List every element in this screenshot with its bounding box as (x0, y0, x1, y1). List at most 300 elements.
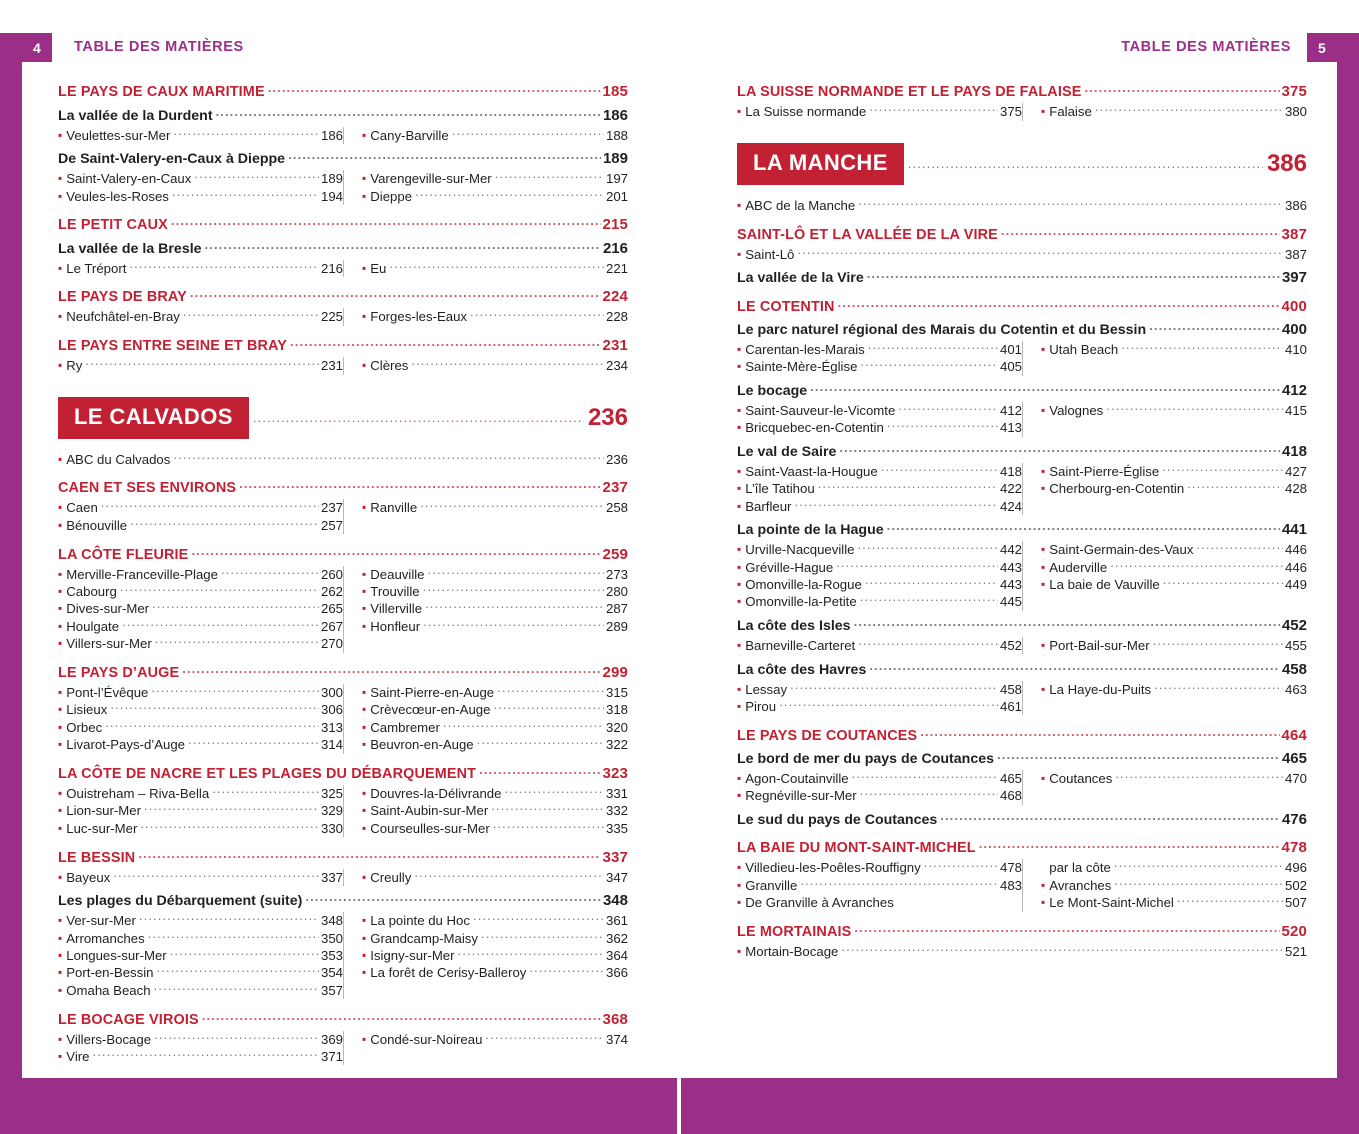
toc-entry-title: La côte des Havres (737, 661, 867, 678)
leader-dots (268, 83, 601, 97)
leader-dots (1110, 560, 1283, 573)
leader-dots (858, 638, 998, 651)
toc-subentry-page: 468 (999, 788, 1022, 804)
toc-subentry-group (737, 197, 1307, 214)
toc-region-heading[interactable] (58, 216, 628, 233)
toc-section-heading[interactable] (737, 811, 1307, 828)
toc-subentry-page: 332 (605, 803, 628, 819)
toc-subentry-label: L’île Tatihou (745, 481, 815, 497)
toc-subentry-label: Orbec (66, 719, 103, 735)
toc-subentry-group (737, 246, 1307, 263)
toc-subentry-column-left (737, 463, 1022, 515)
toc-entry-title: LE PAYS DE BRAY (58, 289, 187, 306)
leader-dots (154, 1032, 319, 1045)
leader-dots (120, 584, 319, 597)
toc-subentry[interactable] (58, 1031, 343, 1048)
toc-subentry[interactable] (58, 357, 343, 374)
toc-section-heading[interactable] (737, 382, 1307, 399)
toc-subentry[interactable] (737, 541, 1022, 558)
toc-entry-title: De Saint-Valery-en-Caux à Dieppe (58, 151, 286, 168)
toc-subentry[interactable] (362, 964, 628, 981)
toc-subentry[interactable] (58, 684, 343, 701)
toc-section-heading[interactable] (58, 106, 628, 123)
toc-subentry-group (58, 308, 628, 325)
leader-dots (924, 861, 998, 874)
toc-subentry[interactable] (362, 618, 628, 635)
toc-subentry[interactable] (58, 127, 343, 144)
toc-subentry[interactable] (58, 188, 343, 205)
leader-dots (491, 804, 604, 817)
toc-subentry[interactable] (1041, 559, 1307, 576)
bullet-icon: ▪ (58, 188, 63, 203)
toc-subentry-page: 427 (1284, 463, 1307, 479)
toc-subentry[interactable] (362, 357, 628, 374)
toc-subentry-label: Merville-Franceville-Plage (66, 566, 218, 582)
toc-subentry[interactable] (737, 894, 1022, 911)
toc-subentry[interactable] (1041, 576, 1307, 593)
toc-region-heading[interactable] (737, 297, 1307, 314)
toc-subentry-page: 322 (605, 737, 628, 753)
toc-entry-page: 458 (1281, 660, 1307, 678)
toc-subentry[interactable] (737, 943, 1307, 960)
toc-entry-page: 189 (602, 150, 628, 168)
leader-dots (157, 966, 319, 979)
toc-subentry[interactable] (362, 170, 628, 187)
leader-dots (411, 358, 604, 371)
toc-section-heading[interactable] (737, 750, 1307, 767)
toc-subentry-label: La baie de Vauville (1049, 576, 1160, 592)
toc-subentry[interactable] (362, 583, 628, 600)
toc-subentry-page: 424 (999, 498, 1022, 514)
bullet-icon: ▪ (58, 737, 63, 752)
bullet-icon: ▪ (58, 869, 63, 884)
toc-subentry[interactable] (362, 820, 628, 837)
toc-subentry[interactable] (1041, 402, 1307, 419)
toc-subentry[interactable] (58, 785, 343, 802)
toc-subentry-label: Agon-Coutainville (745, 770, 849, 786)
leader-dots (1095, 105, 1283, 118)
toc-subentry[interactable] (362, 188, 628, 205)
toc-entry-page: 418 (1281, 442, 1307, 460)
leader-dots (868, 342, 998, 355)
bullet-icon: ▪ (1041, 637, 1046, 652)
toc-subentry[interactable] (58, 719, 343, 736)
toc-subentry-page: 442 (999, 542, 1022, 558)
toc-subentry-column-right (1022, 341, 1307, 376)
toc-subentry-page: 197 (605, 171, 628, 187)
toc-subentry-column-left (737, 859, 1022, 911)
toc-subentry[interactable] (737, 341, 1022, 358)
toc-subentry-group (58, 684, 628, 754)
toc-subentry[interactable] (737, 877, 1022, 894)
toc-subentry[interactable] (362, 869, 628, 886)
toc-region-heading[interactable] (58, 83, 628, 100)
toc-subentry-group (737, 770, 1307, 805)
toc-subentry-page: 446 (1284, 559, 1307, 575)
toc-entry-page: 452 (1281, 616, 1307, 634)
toc-subentry-label: Bricquebec-en-Cotentin (745, 420, 884, 436)
toc-subentry[interactable] (362, 912, 628, 929)
toc-subentry[interactable] (58, 802, 343, 819)
toc-region-heading[interactable] (58, 1010, 628, 1027)
leader-dots (110, 703, 319, 716)
toc-subentry[interactable] (737, 246, 1307, 263)
toc-subentry[interactable] (1041, 103, 1307, 120)
bullet-icon: ▪ (737, 943, 742, 958)
leader-dots (481, 931, 604, 944)
toc-subentry-group (58, 499, 628, 534)
toc-region-heading[interactable] (737, 839, 1307, 856)
toc-subentry[interactable] (362, 947, 628, 964)
bullet-icon: ▪ (1041, 559, 1046, 574)
toc-subentry[interactable] (58, 618, 343, 635)
toc-subentry[interactable] (58, 600, 343, 617)
toc-subentry[interactable] (58, 583, 343, 600)
leader-dots (183, 310, 319, 323)
toc-subentry-column-left (58, 127, 343, 144)
toc-subentry[interactable] (58, 635, 343, 652)
banner-label: LA MANCHE (737, 143, 904, 185)
toc-entry-page: 224 (602, 288, 628, 306)
toc-subentry[interactable] (58, 912, 343, 929)
leader-dots (188, 737, 319, 750)
toc-subentry[interactable] (737, 576, 1022, 593)
toc-subentry-label: Villedieu-les-Poêles-Rouffigny (745, 860, 921, 876)
bullet-icon: ▪ (362, 869, 367, 884)
toc-subentry-column-left (58, 869, 343, 886)
toc-subentry[interactable] (737, 480, 1022, 497)
toc-subentry-page: 313 (320, 719, 343, 735)
leader-dots (852, 771, 998, 784)
bullet-icon: ▪ (362, 309, 367, 324)
toc-subentry-page: 443 (999, 559, 1022, 575)
toc-subentry[interactable] (1041, 480, 1307, 497)
toc-subentry[interactable] (1041, 877, 1307, 894)
toc-subentry[interactable] (737, 637, 1022, 654)
bullet-icon: ▪ (1041, 402, 1046, 417)
toc-subentry-column-left (737, 943, 1307, 960)
toc-subentry[interactable] (362, 684, 628, 701)
toc-subentry-column-left (737, 770, 1022, 805)
toc-subentry-column-right (1022, 681, 1307, 716)
toc-subentry-label: Lion-sur-Mer (66, 803, 142, 819)
toc-entry-title: SAINT-LÔ ET LA VALLÉE DE LA VIRE (737, 226, 998, 243)
bullet-icon: ▪ (362, 500, 367, 515)
toc-subentry-page: 446 (1284, 542, 1307, 558)
toc-subentry-column-left (58, 357, 343, 374)
toc-subentry[interactable] (362, 127, 628, 144)
toc-subentry[interactable] (58, 701, 343, 718)
toc-section-heading[interactable] (737, 443, 1307, 460)
toc-section-heading[interactable] (737, 617, 1307, 634)
toc-subentry[interactable] (737, 463, 1022, 480)
toc-entry-title: Le bocage (737, 382, 808, 399)
toc-entry-title: LA BAIE DU MONT-SAINT-MICHEL (737, 840, 976, 857)
leader-dots (1162, 464, 1283, 477)
leader-dots (841, 944, 1283, 957)
leader-dots (860, 359, 998, 372)
toc-region-heading[interactable] (58, 545, 628, 562)
leader-dots (423, 584, 604, 597)
toc-subentry[interactable] (737, 698, 1022, 715)
toc-subentry[interactable] (737, 859, 1022, 876)
toc-region-heading[interactable] (58, 288, 628, 305)
toc-subentry-label: Condé-sur-Noireau (370, 1031, 483, 1047)
toc-subentry[interactable] (1041, 770, 1307, 787)
toc-subentry[interactable] (362, 701, 628, 718)
toc-region-heading[interactable] (737, 726, 1307, 743)
bullet-icon: ▪ (1041, 341, 1046, 356)
toc-department-banner[interactable] (58, 397, 628, 439)
toc-subentry[interactable] (58, 1048, 343, 1065)
toc-subentry[interactable] (58, 517, 343, 534)
toc-subentry[interactable] (58, 820, 343, 837)
toc-subentry-group (737, 402, 1307, 437)
toc-subentry[interactable] (737, 103, 1022, 120)
toc-subentry[interactable] (58, 451, 628, 468)
toc-subentry-column-right (343, 566, 628, 653)
toc-subentry-column-left (58, 912, 343, 999)
bullet-icon: ▪ (1041, 877, 1046, 892)
toc-subentry[interactable] (362, 600, 628, 617)
toc-region-heading[interactable] (58, 337, 628, 354)
toc-subentry[interactable] (362, 736, 628, 753)
toc-subentry-page: 236 (605, 451, 628, 467)
leader-dots (854, 923, 1279, 937)
leader-dots (1154, 682, 1283, 695)
leader-dots (794, 499, 998, 512)
toc-subentry[interactable] (1041, 341, 1307, 358)
bullet-icon: ▪ (737, 860, 742, 875)
leader-dots (1114, 878, 1283, 891)
toc-subentry[interactable] (1041, 637, 1307, 654)
toc-entry-page: 216 (602, 239, 628, 257)
toc-subentry[interactable] (737, 419, 1022, 436)
toc-section-heading[interactable] (737, 269, 1307, 286)
toc-subentry[interactable] (58, 930, 343, 947)
toc-entry-title: Le bord de mer du pays de Coutances (737, 750, 995, 767)
toc-department-banner[interactable] (737, 143, 1307, 185)
toc-subentry-group (58, 912, 628, 999)
toc-subentry[interactable] (362, 802, 628, 819)
leader-dots (155, 636, 319, 649)
leader-dots (1114, 861, 1283, 874)
toc-subentry-page: 405 (999, 359, 1022, 375)
leader-dots (152, 602, 319, 615)
header-left (22, 33, 244, 62)
bullet-icon: ▪ (58, 171, 63, 186)
toc-section-heading[interactable] (58, 150, 628, 167)
toc-subentry[interactable] (362, 308, 628, 325)
toc-entry-title: Le val de Saire (737, 443, 837, 460)
toc-subentry[interactable] (737, 681, 1022, 698)
toc-subentry-page: 461 (999, 698, 1022, 714)
toc-subentry-page: 228 (605, 309, 628, 325)
toc-entry-title: LE PAYS D’AUGE (58, 664, 180, 681)
toc-subentry[interactable] (58, 260, 343, 277)
toc-subentry-page: 465 (999, 770, 1022, 786)
toc-subentry[interactable] (737, 559, 1022, 576)
toc-entry-page: 375 (1281, 83, 1307, 101)
toc-subentry[interactable] (737, 593, 1022, 610)
toc-region-heading[interactable] (58, 848, 628, 865)
bullet-icon: ▪ (362, 930, 367, 945)
toc-subentry[interactable] (58, 947, 343, 964)
toc-subentry[interactable] (737, 197, 1307, 214)
toc-subentry-label: Cambremer (370, 719, 440, 735)
leader-dots (1115, 771, 1283, 784)
toc-subentry-label: Lisieux (66, 702, 108, 718)
leader-dots (495, 171, 604, 184)
toc-subentry-label: Avranches (1049, 877, 1112, 893)
toc-subentry-group (737, 541, 1307, 611)
toc-subentry-label: La pointe du Hoc (370, 913, 470, 929)
toc-section-heading[interactable] (737, 321, 1307, 338)
bullet-icon: ▪ (362, 702, 367, 717)
leader-dots (1121, 342, 1283, 355)
bullet-icon: ▪ (362, 965, 367, 980)
bullet-icon: ▪ (58, 260, 63, 275)
toc-subentry-column-right (343, 912, 628, 999)
toc-subentry-label: Dieppe (370, 188, 413, 204)
toc-subentry[interactable] (737, 770, 1022, 787)
toc-subentry[interactable] (1041, 463, 1307, 480)
toc-subentry-column-left (58, 451, 628, 468)
toc-subentry[interactable] (362, 260, 628, 277)
leader-dots (838, 297, 1280, 311)
toc-subentry-column-left (58, 684, 343, 754)
toc-entry-title: LE PAYS DE COUTANCES (737, 727, 918, 744)
toc-entry-page: 520 (1281, 922, 1307, 940)
toc-subentry-label: Varengeville-sur-Mer (370, 171, 492, 187)
toc-subentry-label: La Haye-du-Puits (1049, 681, 1152, 697)
toc-entry-page: 478 (1281, 839, 1307, 857)
toc-region-heading[interactable] (58, 479, 628, 496)
toc-region-heading[interactable] (737, 923, 1307, 940)
leader-dots (1106, 403, 1283, 416)
toc-subentry[interactable] (58, 170, 343, 187)
bullet-icon: ▪ (362, 583, 367, 598)
toc-subentry-page: 452 (999, 637, 1022, 653)
toc-subentry[interactable] (58, 499, 343, 516)
toc-subentry-page: 348 (320, 913, 343, 929)
toc-subentry[interactable] (58, 566, 343, 583)
toc-subentry-label: Saint-Lô (745, 246, 795, 262)
toc-section-heading[interactable] (58, 239, 628, 256)
bullet-icon: ▪ (58, 684, 63, 699)
toc-subentry[interactable] (737, 358, 1022, 375)
bullet-icon: ▪ (362, 188, 367, 203)
toc-subentry-column-right (343, 127, 628, 144)
header-title-left: TABLE DES MATIÈRES (52, 33, 244, 62)
leader-dots (779, 699, 998, 712)
toc-subentry[interactable] (362, 499, 628, 516)
toc-section-heading[interactable] (737, 660, 1307, 677)
toc-subentry-label: Luc-sur-Mer (66, 820, 138, 836)
toc-subentry-column-left (58, 170, 343, 205)
toc-subentry-page: 380 (1284, 104, 1307, 120)
leader-dots (414, 870, 604, 883)
toc-section-heading[interactable] (58, 892, 628, 909)
toc-subentry[interactable] (1041, 541, 1307, 558)
page-gutter (677, 0, 681, 1134)
toc-subentry[interactable] (737, 787, 1022, 804)
toc-subentry-label: Villers-sur-Mer (66, 636, 152, 652)
toc-subentry[interactable] (737, 402, 1022, 419)
bullet-icon: ▪ (58, 500, 63, 515)
toc-subentry[interactable] (362, 785, 628, 802)
toc-subentry[interactable] (1041, 681, 1307, 698)
toc-subentry-page: 300 (320, 684, 343, 700)
toc-entry-title: CAEN ET SES ENVIRONS (58, 480, 237, 497)
leader-dots (144, 804, 319, 817)
toc-subentry-page: 374 (605, 1031, 628, 1047)
toc-subentry[interactable] (737, 498, 1022, 515)
leader-dots (797, 247, 1283, 260)
toc-subentry[interactable] (58, 982, 343, 999)
leader-dots (253, 411, 584, 424)
toc-entry-page: 323 (602, 765, 628, 782)
toc-subentry-column-right (343, 499, 628, 534)
leader-dots (493, 821, 604, 834)
toc-subentry[interactable] (362, 719, 628, 736)
leader-dots (898, 403, 998, 416)
toc-subentry[interactable] (362, 930, 628, 947)
bullet-icon: ▪ (1041, 463, 1046, 478)
toc-subentry-page: 364 (605, 948, 628, 964)
toc-region-heading[interactable] (737, 225, 1307, 242)
bullet-icon: ▪ (58, 820, 63, 835)
page-number-right: 5 (1307, 33, 1337, 62)
bullet-icon: ▪ (737, 104, 742, 119)
toc-subentry-label: Pont-l’Évêque (66, 684, 149, 700)
leader-dots (151, 685, 319, 698)
leader-dots (1085, 83, 1280, 97)
toc-subentry-column-right (343, 684, 628, 754)
toc-region-heading[interactable] (58, 765, 628, 782)
leader-dots (869, 660, 1280, 674)
toc-subentry[interactable] (58, 869, 343, 886)
bullet-icon: ▪ (58, 1031, 63, 1046)
toc-section-heading[interactable] (737, 521, 1307, 538)
leader-dots (171, 216, 601, 230)
page-number-left: 4 (22, 33, 52, 62)
toc-entry-title: LE PETIT CAUX (58, 217, 168, 234)
toc-subentry[interactable] (58, 964, 343, 981)
toc-subentry-label: Saint-Pierre-en-Auge (370, 684, 495, 700)
toc-subentry-page: 401 (999, 341, 1022, 357)
leader-dots (470, 310, 604, 323)
toc-subentry[interactable] (362, 566, 628, 583)
toc-region-heading[interactable] (58, 664, 628, 681)
toc-subentry-label: Deauville (370, 566, 425, 582)
toc-subentry-column-right (343, 170, 628, 205)
toc-subentry[interactable] (362, 1031, 628, 1048)
toc-subentry[interactable] (58, 308, 343, 325)
toc-subentry-column-right (1022, 770, 1307, 805)
toc-subentry[interactable] (1041, 894, 1307, 911)
toc-region-heading[interactable] (737, 83, 1307, 100)
bullet-icon: ▪ (58, 948, 63, 963)
leader-dots (477, 737, 604, 750)
toc-subentry[interactable] (1041, 859, 1307, 876)
leader-dots (790, 682, 998, 695)
toc-subentry[interactable] (58, 736, 343, 753)
toc-subentry-label: Dives-sur-Mer (66, 601, 150, 617)
leader-dots (140, 821, 319, 834)
toc-subentry-page: 369 (320, 1031, 343, 1047)
bullet-icon: ▪ (737, 637, 742, 652)
